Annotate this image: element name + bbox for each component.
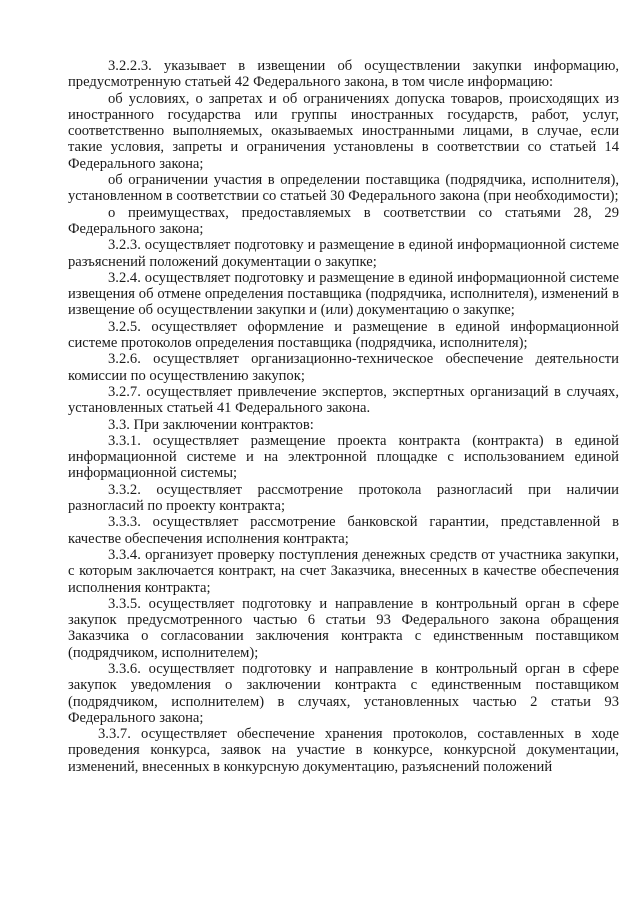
- paragraph-3-3-1: 3.3.1. осуществляет размещение проекта контракта (контракта) в единой информационной системе и на электронной площадке с использованием единой информационной системы;: [68, 432, 619, 482]
- paragraph-admission-conditions: об условиях, о запретах и об ограничениях допуска товаров, происходящих из иностранного государства или группы иностранных государств, работ, услуг, соответственно выполняемых, оказываемых иностранными лицами, в случае, если такие условия, запреты и ограничения установлены в соответствии со статьей 14 Федерального закона;: [68, 90, 619, 172]
- paragraph-3-3-6: 3.3.6. осуществляет подготовку и направление в контрольный орган в сфере закупок уведомления о заключении контракта с единственным поставщиком (подрядчиком, исполнителем) в случаях, установленных частью 2 статьи 93 Федерального закона;: [68, 660, 619, 726]
- paragraph-3-3: 3.3. При заключении контрактов:: [108, 416, 314, 433]
- paragraph-3-2-3: 3.2.3. осуществляет подготовку и размещение в единой информационной системе разъяснений положений документации о закупке;: [68, 237, 619, 270]
- document-page: [68, 58, 619, 775]
- paragraph-3-2-4: 3.2.4. осуществляет подготовку и размещение в единой информационной системе извещения об отмене определения поставщика (подрядчика, исполнителя), изменений в извещение об осуществлении закупки и (или) документацию о закупке;: [68, 269, 619, 319]
- paragraph-3-3-2: 3.3.2. осуществляет рассмотрение протокола разногласий при наличии разногласий по проекту контракта;: [68, 481, 619, 515]
- paragraph-3-2-2-3: 3.2.2.3. указывает в извещении об осуществлении закупки информацию, предусмотренную статьей 42 Федерального закона, в том числе информацию:: [68, 58, 619, 91]
- paragraph-3-2-7: 3.2.7. осуществляет привлечение экспертов, экспертных организаций в случаях, установленных статьей 41 Федерального закона.: [68, 383, 619, 417]
- paragraph-3-3-7: 3.3.7. осуществляет обеспечение хранения протоколов, составленных в ходе проведения конкурса, заявок на участие в конкурсе, конкурсной документации, изменений, внесенных в конкурсную документацию, разъяснений положений: [68, 726, 619, 775]
- paragraph-participation-limits: об ограничении участия в определении поставщика (подрядчика, исполнителя), установленном в соответствии со статьей 30 Федерального закона (при необходимости);: [68, 172, 619, 205]
- paragraph-3-2-6: 3.2.6. осуществляет организационно-техническое обеспечение деятельности комиссии по осуществлению закупок;: [68, 351, 619, 384]
- paragraph-advantages: о преимуществах, предоставляемых в соответствии со статьями 28, 29 Федерального закона;: [68, 204, 619, 237]
- paragraph-3-3-5: 3.3.5. осуществляет подготовку и направление в контрольный орган в сфере закупок предусмотренного частью 6 статьи 93 Федерального закона обращения Заказчика о согласовании заключения контракта с единственным поставщиком (подрядчиком, исполнителем);: [68, 595, 619, 661]
- paragraph-3-2-5: 3.2.5. осуществляет оформление и размещение в единой информационной системе протоколов определения поставщика (подрядчика, исполнителя);: [68, 318, 619, 352]
- paragraph-3-3-4: 3.3.4. организует проверку поступления денежных средств от участника закупки, с которым заключается контракт, на счет Заказчика, внесенных в качестве обеспечения исполнения контракта;: [68, 546, 619, 596]
- paragraph-3-3-3: 3.3.3. осуществляет рассмотрение банковской гарантии, представленной в качестве обеспечения исполнения контракта;: [68, 514, 619, 547]
